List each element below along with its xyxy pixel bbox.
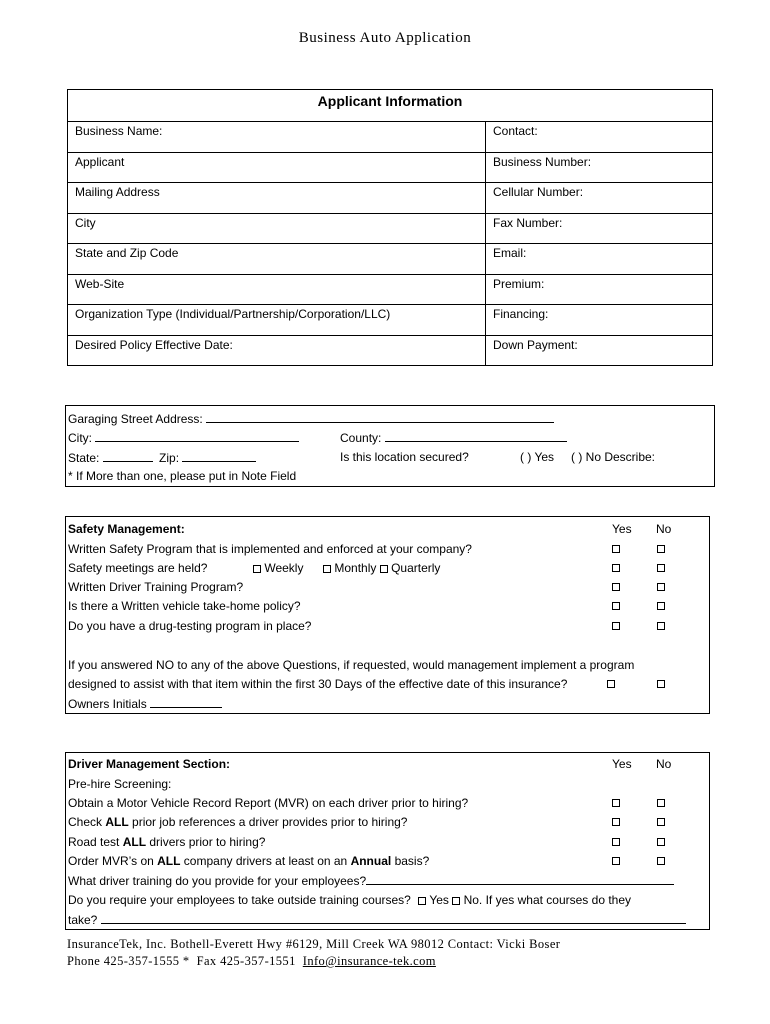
applicant-row — [68, 275, 712, 306]
driver-q2-no-checkbox[interactable] — [657, 818, 665, 826]
driver-q3-text-a: Road test — [68, 835, 123, 849]
applicant-field-left[interactable]: Mailing Address — [68, 183, 486, 213]
garaging-county-field[interactable] — [385, 430, 567, 442]
applicant-field-left[interactable]: Business Name: — [68, 122, 486, 152]
monthly-label: Monthly — [334, 561, 377, 575]
driver-no-header: No — [656, 757, 672, 771]
safety-q2-yes-checkbox[interactable] — [612, 564, 620, 572]
applicant-field-right[interactable]: Business Number: — [493, 154, 592, 169]
safety-q4: Is there a Written vehicle take-home policy? — [68, 599, 301, 613]
garaging-secured-label: Is this location secured? — [340, 450, 469, 464]
driver-q6-take: take? — [68, 913, 98, 927]
driver-q4 — [68, 854, 429, 868]
garaging-city-row — [68, 430, 299, 445]
driver-q2-text-a: Check — [68, 815, 106, 829]
safety-q1-no-checkbox[interactable] — [657, 545, 665, 553]
outside-training-no-label: No. If yes what courses do they — [463, 893, 632, 907]
applicant-field-right[interactable]: Financing: — [493, 307, 549, 321]
applicant-field-left[interactable]: City — [68, 214, 486, 244]
safety-followup-yes-checkbox[interactable] — [607, 680, 615, 688]
safety-followup-line2: designed to assist with that item within the first 30 Days of the effective date of this insurance? — [68, 677, 568, 691]
garaging-street-label: Garaging Street Address: — [68, 412, 203, 426]
driver-q1: Obtain a Motor Vehicle Record Report (MVR) on each driver prior to hiring? — [68, 796, 469, 810]
quarterly-label: Quarterly — [391, 561, 441, 575]
safety-q3: Written Driver Training Program? — [68, 580, 244, 594]
driver-q5: What driver training do you provide for your employees? — [68, 874, 367, 888]
garaging-state-label: State: — [68, 451, 100, 465]
safety-heading: Safety Management: — [68, 522, 185, 536]
garaging-secured-yes[interactable]: ( ) Yes — [520, 450, 555, 464]
applicant-row — [68, 214, 712, 245]
footer-email-link[interactable]: Info@insurance-tek.com — [302, 954, 436, 968]
applicant-row — [68, 244, 712, 275]
garaging-city-label: City: — [68, 431, 92, 445]
driver-q4-text-c: company drivers at least on an — [180, 854, 351, 868]
safety-monthly-option[interactable] — [323, 561, 440, 575]
driver-q4-no-checkbox[interactable] — [657, 857, 665, 865]
applicant-field-right[interactable]: Down Payment: — [493, 337, 578, 352]
garaging-note: * If More than one, please put in Note Field — [68, 469, 297, 483]
driver-q6: Do you require your employees to take outside training courses? — [68, 893, 411, 907]
outside-training-no-checkbox[interactable] — [452, 897, 460, 905]
safety-no-header: No — [656, 522, 672, 536]
driver-q2-text-c: prior job references a driver provides prior to hiring? — [128, 815, 408, 829]
footer-contact — [67, 953, 560, 970]
garaging-street-field[interactable] — [206, 411, 554, 423]
safety-q3-no-checkbox[interactable] — [657, 583, 665, 591]
driver-q3 — [68, 835, 265, 849]
driver-q4-bold-all: ALL — [157, 854, 181, 868]
driver-q3-yes-checkbox[interactable] — [612, 838, 620, 846]
applicant-heading: Applicant Information — [68, 90, 712, 122]
safety-q2: Safety meetings are held? — [68, 561, 208, 575]
driver-q3-bold: ALL — [122, 835, 147, 849]
safety-weekly-option[interactable] — [253, 561, 303, 575]
garaging-city-field[interactable] — [95, 430, 299, 442]
applicant-field-right[interactable]: Email: — [493, 246, 527, 260]
applicant-row — [68, 305, 712, 336]
garaging-county-label: County: — [340, 431, 382, 445]
driver-q4-text-a: Order MVR’s on — [68, 854, 158, 868]
driver-yes-header: Yes — [612, 757, 632, 771]
footer — [67, 936, 560, 970]
outside-courses-field[interactable] — [101, 912, 686, 924]
driver-q6-row — [68, 893, 631, 907]
outside-training-yes-checkbox[interactable] — [418, 897, 426, 905]
driver-q1-no-checkbox[interactable] — [657, 799, 665, 807]
garaging-secured-no[interactable]: ( ) No Describe: — [571, 450, 656, 464]
safety-q5: Do you have a drug-testing program in place? — [68, 619, 312, 633]
safety-q5-no-checkbox[interactable] — [657, 622, 665, 630]
driver-heading: Driver Management Section: — [68, 757, 231, 771]
garaging-state-field[interactable] — [103, 450, 153, 462]
driver-q6-take-row — [68, 912, 686, 927]
applicant-field-left[interactable]: Desired Policy Effective Date: — [68, 336, 486, 367]
garaging-state-row — [68, 450, 256, 465]
driver-q4-text-e: basis? — [391, 854, 430, 868]
driver-q2 — [68, 815, 407, 829]
safety-q1: Written Safety Program that is implemented and enforced at your company? — [68, 542, 472, 556]
footer-phone-fax: Phone 425-357-1555 * Fax 425-357-1551 — [67, 954, 303, 968]
driver-q5-row — [68, 873, 674, 888]
applicant-field-left[interactable]: Organization Type (Individual/Partnership/Corporation/LLC) — [68, 305, 486, 335]
page-title: Business Auto Application — [298, 30, 472, 46]
driver-q2-bold: ALL — [105, 815, 129, 829]
safety-q2-no-checkbox[interactable] — [657, 564, 665, 572]
weekly-label: Weekly — [264, 561, 304, 575]
driver-q4-yes-checkbox[interactable] — [612, 857, 620, 865]
driver-training-field[interactable] — [366, 873, 674, 885]
safety-q4-no-checkbox[interactable] — [657, 602, 665, 610]
applicant-info-table — [67, 89, 713, 366]
driver-q2-yes-checkbox[interactable] — [612, 818, 620, 826]
driver-q3-text-c: drivers prior to hiring? — [146, 835, 266, 849]
footer-address: InsuranceTek, Inc. Bothell-Everett Hwy #6129, Mill Creek WA 98012 Contact: Vicki Boser — [67, 937, 561, 951]
driver-q4-bold-annual: Annual — [350, 854, 392, 868]
applicant-field-right[interactable]: Contact: — [493, 124, 538, 138]
owners-initials-label: Owners Initials — [68, 697, 147, 711]
driver-q3-no-checkbox[interactable] — [657, 838, 665, 846]
applicant-field-right[interactable]: Premium: — [493, 276, 545, 291]
safety-q5-yes-checkbox[interactable] — [612, 622, 620, 630]
outside-training-yes-label: Yes — [429, 893, 449, 907]
garaging-county-row — [340, 430, 567, 445]
driver-q1-yes-checkbox[interactable] — [612, 799, 620, 807]
applicant-row — [68, 122, 712, 153]
applicant-field-right[interactable]: Cellular Number: — [493, 185, 584, 199]
applicant-row — [68, 183, 712, 214]
garaging-zip-label: Zip: — [159, 451, 180, 465]
safety-followup-line1: If you answered NO to any of the above Questions, if requested, would management implement a program — [68, 658, 635, 672]
safety-q4-yes-checkbox[interactable] — [612, 602, 620, 610]
monthly-checkbox[interactable] — [323, 565, 331, 573]
applicant-row — [68, 153, 712, 184]
applicant-field-right[interactable]: Fax Number: — [493, 215, 563, 230]
quarterly-checkbox[interactable] — [380, 565, 388, 573]
safety-yes-header: Yes — [612, 522, 632, 536]
safety-q1-yes-checkbox[interactable] — [612, 545, 620, 553]
safety-followup-no-checkbox[interactable] — [657, 680, 665, 688]
safety-q3-yes-checkbox[interactable] — [612, 583, 620, 591]
applicant-field-left[interactable]: Applicant — [68, 153, 486, 183]
prehire-label: Pre-hire Screening: — [68, 777, 172, 791]
garaging-zip-field[interactable] — [182, 450, 256, 462]
garaging-street-row — [68, 411, 554, 426]
owners-initials-field[interactable] — [150, 696, 222, 708]
weekly-checkbox[interactable] — [253, 565, 261, 573]
applicant-field-left[interactable]: Web-Site — [68, 275, 486, 305]
owners-initials-row — [68, 696, 222, 711]
applicant-field-left[interactable]: State and Zip Code — [68, 244, 486, 274]
applicant-row — [68, 336, 712, 367]
